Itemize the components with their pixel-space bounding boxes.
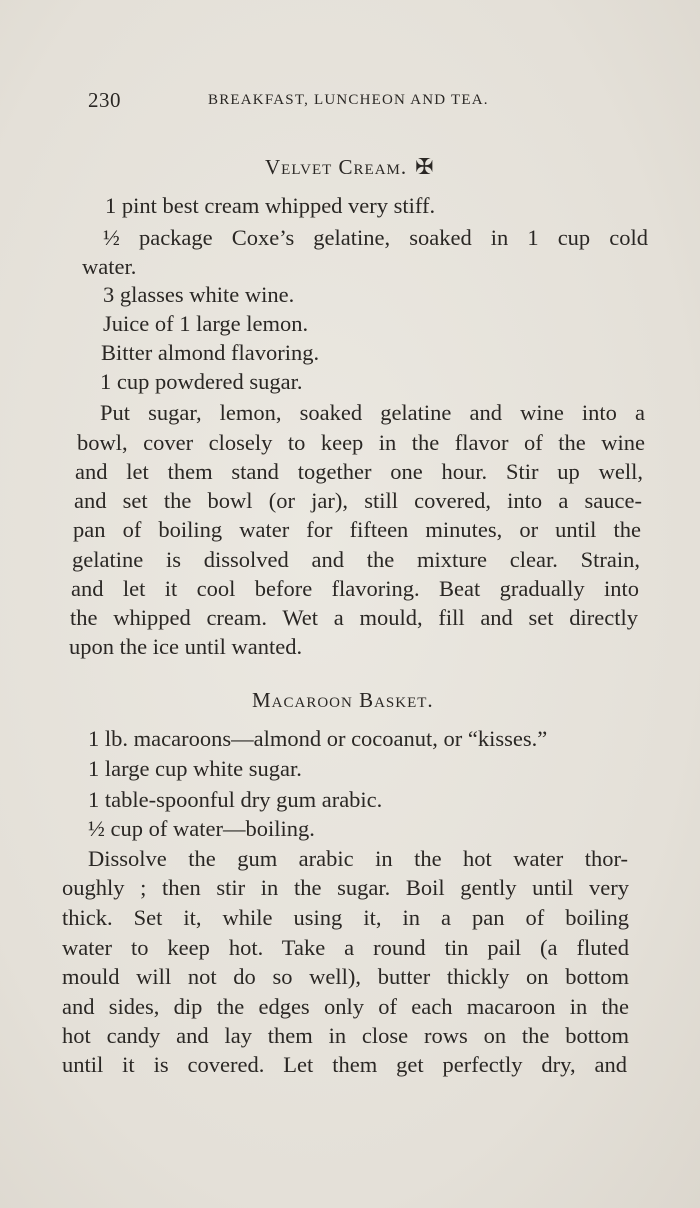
ingredient-line: ½ cup of water—boiling.: [88, 816, 315, 841]
ingredient-line: 1 lb. macaroons—almond or cocoanut, or “kisses.”: [88, 726, 548, 751]
ingredient-line: 1 pint best cream whipped very stiff.: [105, 193, 436, 218]
velvet-cream-title-text: Velvet Cream.: [265, 155, 408, 179]
instruction-line: Put sugar, lemon, soaked gelatine and wine into a: [100, 400, 645, 425]
instruction-line: and sides, dip the edges only of each macaroon in the: [62, 994, 629, 1019]
ingredient-line: ½ package Coxe’s gelatine, soaked in 1 cup cold: [103, 225, 648, 250]
page-header: [88, 88, 558, 114]
instruction-line: and set the bowl (or jar), still covered, into a sauce-: [74, 488, 642, 513]
running-head: BREAKFAST, LUNCHEON AND TEA.: [208, 92, 489, 108]
page-number: 230: [88, 88, 121, 112]
ingredient-line: 3 glasses white wine.: [103, 282, 295, 307]
velvet-cream-title: [265, 154, 435, 180]
instruction-line: thick. Set it, while using it, in a pan of boiling: [62, 905, 629, 930]
instruction-line: mould will not do so well), butter thickly on bottom: [62, 964, 629, 989]
instruction-line: Dissolve the gum arabic in the hot water thor-: [88, 846, 628, 871]
instruction-line: oughly ; then stir in the sugar. Boil gently until very: [62, 875, 629, 900]
instruction-line: bowl, cover closely to keep in the flavor of the wine: [77, 430, 645, 455]
instruction-line: pan of boiling water for fifteen minutes, or until the: [73, 517, 641, 542]
macaroon-basket-title: Macaroon Basket.: [252, 688, 434, 712]
ingredient-line: 1 large cup white sugar.: [88, 756, 302, 781]
ingredient-line: 1 table-spoonful dry gum arabic.: [88, 787, 383, 812]
instruction-line: hot candy and lay them in close rows on the bottom: [62, 1023, 629, 1048]
ingredient-line: water.: [82, 254, 137, 279]
instruction-line: water to keep hot. Take a round tin pail (a fluted: [62, 935, 629, 960]
instruction-line: and let it cool before flavoring. Beat gradually into: [71, 576, 639, 601]
ingredient-line: Juice of 1 large lemon.: [103, 311, 309, 336]
instruction-line: and let them stand together one hour. Stir up well,: [75, 459, 643, 484]
ingredient-line: Bitter almond flavoring.: [101, 340, 320, 365]
ingredient-line: 1 cup powdered sugar.: [100, 369, 303, 394]
cross-mark-icon: ✠: [415, 154, 435, 179]
instruction-line: upon the ice until wanted.: [69, 634, 303, 659]
instruction-line: until it is covered. Let them get perfectly dry, and: [62, 1052, 627, 1077]
instruction-line: the whipped cream. Wet a mould, fill and set directly: [70, 605, 638, 630]
instruction-line: gelatine is dissolved and the mixture clear. Strain,: [72, 547, 640, 572]
